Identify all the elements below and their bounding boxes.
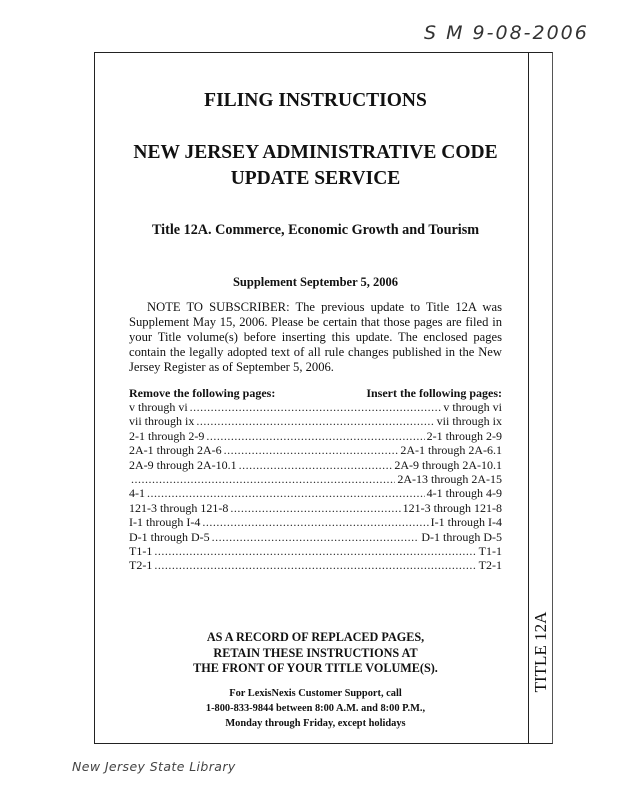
table-row xyxy=(129,530,502,544)
table-row xyxy=(129,443,502,457)
remove-pages: vii through ix xyxy=(129,414,195,429)
leader-dots xyxy=(230,501,400,515)
filing-title: FILING INSTRUCTIONS xyxy=(204,90,427,111)
support-line: 1-800-833-9844 between 8:00 A.M. and 8:00 P.M., xyxy=(205,703,426,714)
leader-dots xyxy=(206,429,424,443)
insert-pages: vii through ix xyxy=(436,414,502,429)
insert-pages: T1-1 xyxy=(478,544,502,559)
remove-pages: 4-1 xyxy=(129,486,145,501)
insert-pages: 2A-9 through 2A-10.1 xyxy=(394,457,502,472)
record-line: RETAIN THESE INSTRUCTIONS AT xyxy=(213,645,418,660)
remove-pages: T2-1 xyxy=(129,558,153,573)
pages-table xyxy=(129,400,502,573)
title-line: Title 12A. Commerce, Economic Growth and Tourism xyxy=(151,222,480,238)
insert-pages: 121-3 through 121-8 xyxy=(402,500,502,515)
insert-pages: T2-1 xyxy=(478,558,502,573)
table-row xyxy=(129,558,502,572)
subscriber-note: NOTE TO SUBSCRIBER: The previous update to Title 12A was Supplement May 15, 2006. Please be certain that those pages are filed in your Title volume(s) before inserting this update. The enclosed pages contain the legally adopted text of all rule changes published in the New Jersey Register as of September 5, 2006. xyxy=(129,300,502,374)
record-line: THE FRONT OF YOUR TITLE VOLUME(S). xyxy=(193,661,438,675)
customer-support xyxy=(129,686,502,731)
column-headers xyxy=(129,386,502,400)
table-row xyxy=(129,400,502,414)
leader-dots xyxy=(154,544,476,558)
record-line: AS A RECORD OF REPLACED PAGES, xyxy=(206,630,425,644)
tab-label: TITLE 12A xyxy=(531,611,550,693)
remove-pages: v through vi xyxy=(129,400,188,414)
leader-dots xyxy=(131,472,395,486)
code-title-line: NEW JERSEY ADMINISTRATIVE CODE xyxy=(133,142,498,163)
insert-pages: 2-1 through 2-9 xyxy=(426,428,502,443)
table-row xyxy=(129,429,502,443)
remove-pages: D-1 through D-5 xyxy=(129,529,210,544)
insert-header: Insert the following pages: xyxy=(366,386,502,400)
supplement-date: Supplement September 5, 2006 xyxy=(232,275,399,289)
code-title xyxy=(129,140,502,192)
remove-pages: I-1 through I-4 xyxy=(129,515,201,530)
insert-pages: D-1 through D-5 xyxy=(421,529,502,544)
support-line: For LexisNexis Customer Support, call xyxy=(229,688,402,699)
leader-dots xyxy=(202,515,428,529)
remove-pages: 2A-9 through 2A-10.1 xyxy=(129,457,237,472)
table-row xyxy=(129,458,502,472)
table-row xyxy=(129,414,502,428)
table-row xyxy=(129,472,502,486)
leader-dots xyxy=(224,443,399,457)
table-row xyxy=(129,486,502,500)
document-content xyxy=(129,52,502,573)
leader-dots xyxy=(239,458,393,472)
insert-pages: v through vi xyxy=(443,400,502,414)
handwritten-date-note: S M 9-08-2006 xyxy=(424,22,589,44)
insert-pages: 2A-1 through 2A-6.1 xyxy=(400,443,502,458)
table-row xyxy=(129,501,502,515)
leader-dots xyxy=(154,558,476,572)
remove-pages: T1-1 xyxy=(129,544,153,559)
remove-header: Remove the following pages: xyxy=(129,386,276,400)
remove-pages: 121-3 through 121-8 xyxy=(129,500,229,515)
leader-dots xyxy=(212,530,420,544)
library-stamp: New Jersey State Library xyxy=(72,759,236,774)
table-row xyxy=(129,544,502,558)
remove-pages: 2-1 through 2-9 xyxy=(129,428,205,443)
table-row xyxy=(129,515,502,529)
insert-pages: 4-1 through 4-9 xyxy=(426,486,502,501)
insert-pages: 2A-13 through 2A-15 xyxy=(397,472,502,487)
leader-dots xyxy=(147,486,425,500)
record-instructions xyxy=(129,630,502,677)
leader-dots xyxy=(196,414,434,428)
code-title-line: UPDATE SERVICE xyxy=(230,168,401,189)
leader-dots xyxy=(190,400,442,414)
support-line: Monday through Friday, except holidays xyxy=(225,718,406,729)
insert-pages: I-1 through I-4 xyxy=(430,515,502,530)
remove-pages: 2A-1 through 2A-6 xyxy=(129,443,222,458)
